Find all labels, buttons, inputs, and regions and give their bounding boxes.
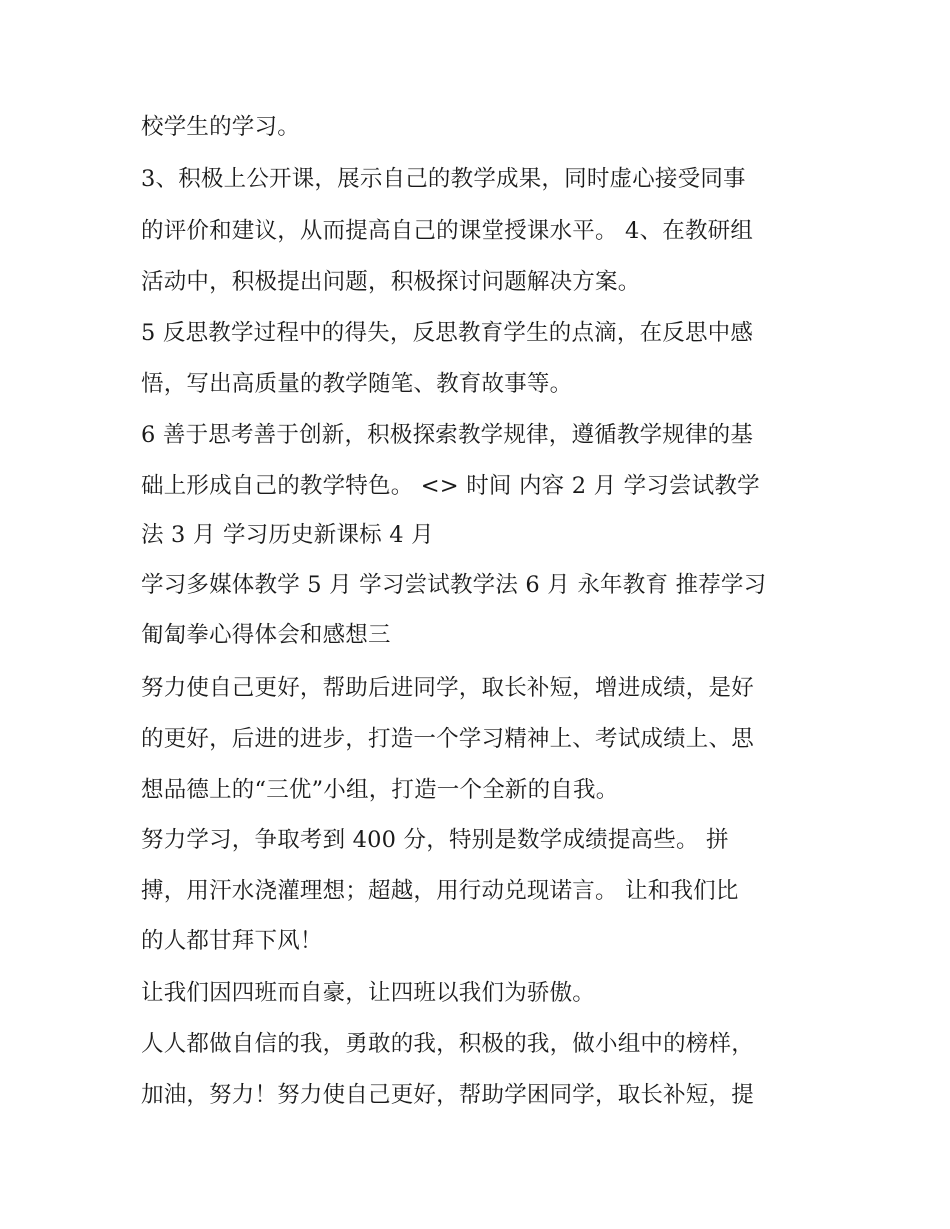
text-line: 搏，用汗水浇灌理想；超越，用行动兑现诺言。 让和我们比 [141, 878, 739, 904]
text-line: 努力学习，争取考到 400 分，特别是数学成绩提高些。 拼 [141, 827, 729, 853]
text-line: 人人都做自信的我，勇敢的我，积极的我，做小组中的榜样， [141, 1031, 754, 1057]
text-line: 匍匐拳心得体会和感想三 [141, 622, 391, 648]
text-line: 活动中，积极提出问题，积极探讨问题解决方案。 [141, 269, 641, 295]
text-line: 3、积极上公开课，展示自己的教学成果，同时虚心接受同事 [141, 166, 746, 192]
text-line: 法 3 月 学习历史新课标 4 月 [141, 522, 434, 548]
text-line: 的人都甘拜下风！ [141, 928, 323, 954]
text-line: 础上形成自己的教学特色。 <> 时间 内容 2 月 学习尝试教学 [141, 473, 760, 499]
text-line: 让我们因四班而自豪，让四班以我们为骄傲。 [141, 980, 596, 1006]
text-line: 想品德上的“三优”小组，打造一个全新的自我。 [141, 777, 619, 803]
text-line: 的评价和建议，从而提高自己的课堂授课水平。 4、在教研组 [141, 218, 754, 244]
text-line: 6 善于思考善于创新，积极探索教学规律，遵循教学规律的基 [141, 422, 754, 448]
text-line: 悟，写出高质量的教学随笔、教育故事等。 [141, 371, 573, 397]
text-line: 加油，努力！努力使自己更好，帮助学困同学，取长补短，提 [141, 1082, 754, 1108]
text-line: 的更好，后进的进步，打造一个学习精神上、考试成绩上、思 [141, 726, 754, 752]
text-line: 学习多媒体教学 5 月 学习尝试教学法 6 月 永年教育 推荐学习 [141, 572, 767, 598]
text-line: 努力使自己更好，帮助后进同学，取长补短，增进成绩，是好 [141, 675, 754, 701]
text-line: 5 反思教学过程中的得失，反思教育学生的点滴，在反思中感 [141, 320, 754, 346]
text-line: 校学生的学习。 [141, 114, 300, 140]
